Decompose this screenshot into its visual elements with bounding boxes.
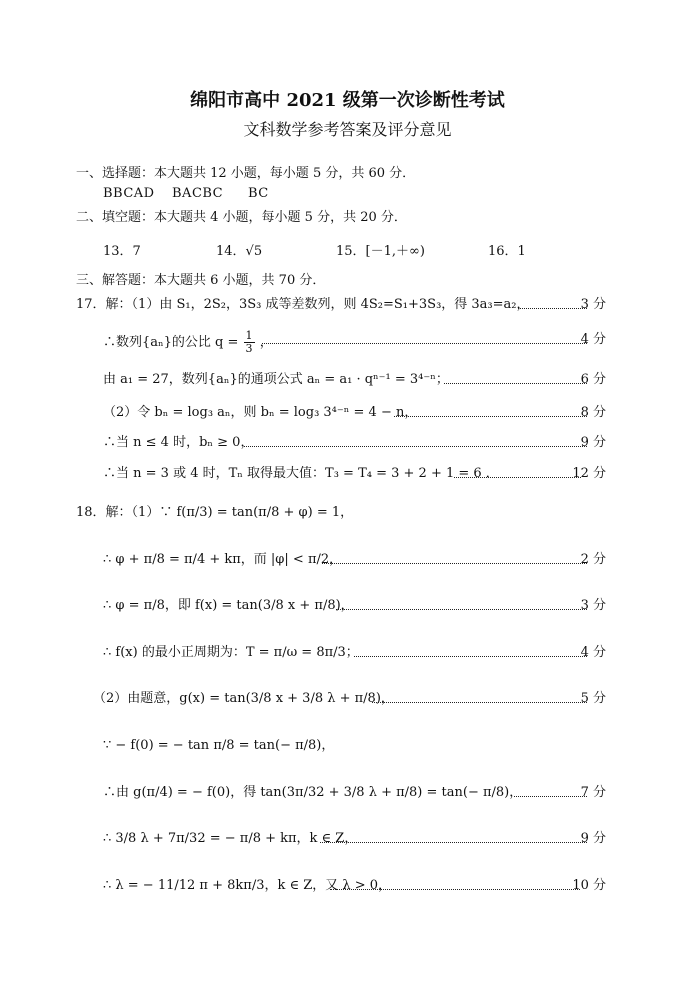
score-label: 3 分	[580, 297, 606, 312]
q17-text-4: （2）令 bₙ = log₃ aₙ，则 bₙ = log₃ 3⁴⁻ⁿ = 4 − n，	[103, 405, 418, 420]
fraction-denominator: 3	[245, 342, 253, 355]
dot-leader	[330, 889, 580, 890]
dot-leader	[336, 609, 587, 610]
choice-answers-2: BACBC	[172, 186, 224, 201]
q17-text-6: ∴当 n = 3 或 4 时，Tₙ 取得最大值：T₃ = T₄ = 3 + 2 + 1 = 6 ．	[103, 466, 499, 481]
q18-text-1: 18．解：（1）∵ f(π/3) = tan(π/8 + φ) = 1，	[76, 505, 354, 520]
score-label: 6 分	[580, 372, 606, 387]
q18-line-9	[0, 876, 695, 900]
q18-text-9: ∴ λ = − 11/12 π + 8kπ/3，k ∈ Z，又 λ > 0，	[103, 878, 392, 893]
dot-leader	[322, 563, 587, 564]
q18-line-8	[0, 829, 695, 853]
q17-line-3	[0, 370, 695, 394]
dot-leader	[244, 446, 587, 447]
section-choice-heading: 一、选择题：本大题共 12 小题，每小题 5 分，共 60 分．	[76, 166, 416, 181]
choice-answers-1: BBCAD	[103, 186, 155, 201]
q18-text-4: ∴ f(x) 的最小正周期为：T = π/ω = 8π/3；	[103, 645, 359, 660]
dot-leader	[444, 383, 587, 384]
q17-line-4	[0, 403, 695, 427]
dot-leader	[518, 308, 587, 309]
fill-answer-13: 13．7	[103, 244, 141, 259]
q17-text-1: 17．解：（1）由 S₁，2S₂，3S₃ 成等差数列，则 4S₂=S₁+3S₃，得 3a₃=a₂，	[76, 297, 530, 312]
page-title: 绵阳市高中 2021 级第一次诊断性考试	[190, 90, 505, 111]
q17-line-6	[0, 464, 695, 488]
dot-leader	[394, 416, 587, 417]
score-label: 2 分	[580, 552, 606, 567]
dot-leader	[514, 796, 587, 797]
dot-leader	[454, 477, 581, 478]
score-label: 9 分	[580, 435, 606, 450]
q18-line-3	[0, 596, 695, 620]
q17-line-1	[0, 295, 695, 319]
q18-line-6	[0, 736, 695, 760]
q18-text-2: ∴ φ + π/8 = π/4 + kπ，而 |φ| < π/2，	[103, 552, 343, 567]
choice-answers	[0, 184, 695, 208]
q18-line-2	[0, 550, 695, 574]
q17-line-5	[0, 433, 695, 457]
fraction-numerator: 1	[245, 329, 253, 342]
section-fill-heading: 二、填空题：本大题共 4 小题，每小题 5 分，共 20 分．	[76, 210, 407, 225]
score-label: 12 分	[572, 466, 606, 481]
section-solve	[0, 271, 695, 295]
score-label: 10 分	[572, 878, 606, 893]
q18-text-8: ∴ 3/8 λ + 7π/32 = − π/8 + kπ，k ∈ Z，	[103, 831, 358, 846]
q17-comma: ，	[259, 335, 273, 350]
fill-answer-14: 14．√5	[216, 244, 263, 259]
section-fill	[0, 208, 695, 232]
q18-line-5	[0, 689, 695, 713]
score-label: 7 分	[580, 785, 606, 800]
q18-text-3: ∴ φ = π/8，即 f(x) = tan(3/8 x + π/8)，	[103, 598, 354, 613]
section-solve-heading: 三、解答题：本大题共 6 小题，共 70 分．	[76, 273, 326, 288]
q18-line-4	[0, 643, 695, 667]
dot-leader	[354, 656, 587, 657]
fill-answer-15: 15．[－1,＋∞)	[336, 244, 425, 259]
fill-answers	[0, 242, 695, 266]
q18-text-6: ∵ − f(0) = − tan π/8 = tan(− π/8)，	[103, 738, 335, 753]
q17-text-5: ∴当 n ≤ 4 时，bₙ ≥ 0，	[103, 435, 254, 450]
q18-line-1	[0, 503, 695, 527]
score-label: 3 分	[580, 598, 606, 613]
q17-text-3: 由 a₁ = 27，数列{aₙ}的通项公式 aₙ = a₁ · qⁿ⁻¹ = 3⁴⁻ⁿ；	[103, 372, 449, 387]
fraction	[244, 330, 255, 355]
q17-line-2	[0, 330, 695, 354]
q18-text-5: （2）由题意，g(x) = tan(3/8 x + 3/8 λ + π/8)，	[93, 691, 394, 706]
dot-leader	[262, 343, 587, 344]
score-label: 4 分	[580, 332, 606, 347]
score-label: 5 分	[580, 691, 606, 706]
score-label: 9 分	[580, 831, 606, 846]
choice-answers-3: BC	[248, 186, 269, 201]
fill-answer-16: 16．1	[488, 244, 526, 259]
q17-text-2	[103, 330, 273, 355]
score-label: 4 分	[580, 645, 606, 660]
dot-leader	[372, 702, 587, 703]
q18-line-7	[0, 783, 695, 807]
page-subtitle: 文科数学参考答案及评分意见	[243, 120, 452, 139]
q18-text-7: ∴由 g(π/4) = − f(0)，得 tan(3π/32 + 3/8 λ + π/8) = tan(− π/8)，	[103, 785, 523, 800]
dot-leader	[320, 842, 587, 843]
score-label: 8 分	[580, 405, 606, 420]
q17-ratio-label: ∴数列{aₙ}的公比 q =	[103, 335, 239, 350]
